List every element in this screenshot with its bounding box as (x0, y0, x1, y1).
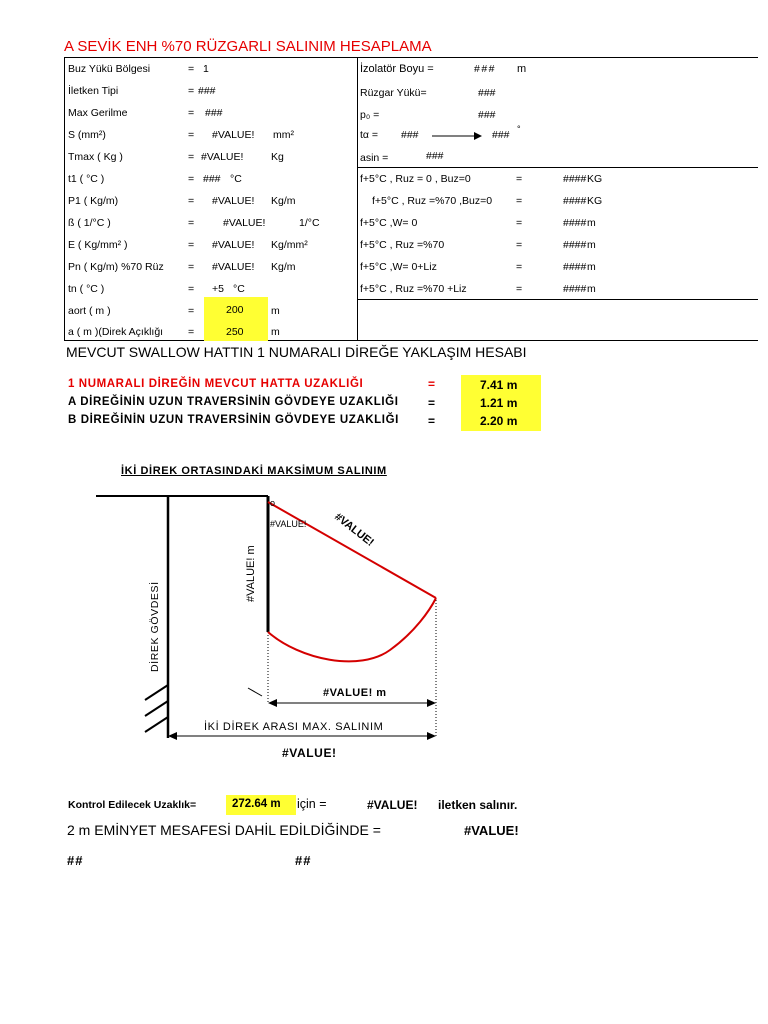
ta-degree: ° (517, 124, 521, 134)
horizontal-value-label: #VALUE! m (323, 687, 387, 699)
param-value: 250 (226, 326, 244, 338)
asin-value: ### (426, 150, 444, 162)
param-unit: m (271, 305, 280, 317)
kontrol-icin: için = (297, 797, 327, 811)
force-unit: KG (587, 195, 603, 207)
param-label: P1 ( Kg/m) (68, 195, 119, 207)
force-label: f+5°C , Ruz =%70 +Liz (360, 283, 467, 295)
ground-hatch-icon (145, 685, 168, 732)
pole-label: DİREK GÖVDESİ (149, 581, 161, 672)
force-unit: m (587, 261, 596, 273)
force-eq: = (516, 239, 523, 251)
emniyet-value: #VALUE! (464, 823, 519, 838)
span-label: İKİ DİREK ARASI MAX. SALINIM (204, 721, 384, 733)
param-eq: = (188, 195, 195, 207)
param-eq: = (188, 173, 195, 185)
tick-mark (248, 688, 262, 696)
arrow-left-icon (168, 732, 177, 740)
param-eq: = (188, 283, 195, 295)
param-eq: = (188, 326, 195, 338)
force-value: #### (563, 173, 587, 185)
param-eq: = (188, 107, 195, 119)
kontrol-suffix: iletken salınır. (438, 798, 518, 812)
param-label: Buz Yükü Bölgesi (68, 63, 151, 75)
force-value: #### (563, 261, 587, 273)
param-eq: = (188, 261, 195, 273)
param-label: ß ( 1/°C ) (68, 217, 111, 229)
force-label: f+5°C , Ruz =%70 (360, 239, 445, 251)
param-value: ### (203, 173, 221, 185)
force-eq: = (516, 283, 523, 295)
page-title: A SEVİK ENH %70 RÜZGARLI SALINIM HESAPLAMA (64, 38, 432, 55)
param-eq: = (188, 85, 195, 97)
force-unit: m (587, 217, 596, 229)
ta-value-2: ### (492, 129, 510, 141)
param-eq: = (188, 217, 195, 229)
mevcut-section-title: MEVCUT SWALLOW HATTIN 1 NUMARALI DİREĞE YAKLAŞIM HESABI (66, 344, 527, 360)
ruzgar-label: Rüzgar Yükü= (360, 87, 427, 99)
param-value: #VALUE! (212, 239, 255, 251)
param-eq: = (188, 305, 195, 317)
force-unit: KG (587, 173, 603, 185)
small-o-label: o (270, 498, 276, 508)
arrow-left-icon (268, 699, 277, 707)
distance-value-2: 1.21 m (480, 396, 518, 410)
param-label: İletken Tipi (68, 85, 119, 97)
ta-label: tα = (360, 129, 379, 141)
distance-eq-2: = (428, 396, 436, 410)
izolator-label: İzolatör Boyu = (360, 63, 434, 75)
param-label: Tmax ( Kg ) (68, 151, 123, 163)
footer-left: ## (67, 853, 84, 868)
param-value: #VALUE! (201, 151, 244, 163)
distance-value-1: 7.41 m (480, 378, 518, 392)
force-eq: = (516, 217, 523, 229)
kontrol-label: Kontrol Edilecek Uzaklık= (68, 799, 197, 811)
force-label: f+5°C , Ruz = 0 , Buz=0 (360, 173, 471, 185)
p0-label: p₀ = (360, 109, 380, 121)
param-value: ### (205, 107, 223, 119)
param-label: a ( m )(Direk Açıklığı (68, 326, 164, 338)
param-eq: = (188, 239, 195, 251)
force-eq: = (516, 195, 523, 207)
param-value: 1 (203, 63, 209, 75)
param-unit: m (271, 326, 280, 338)
kontrol-result: #VALUE! (367, 798, 418, 812)
force-value: #### (563, 283, 587, 295)
param-value: #VALUE! (212, 195, 255, 207)
distance-label-3: B DİREĞİNİN UZUN TRAVERSİNİN GÖVDEYE UZAKLIĞI (68, 414, 399, 426)
distance-value-3: 2.20 m (480, 414, 518, 428)
param-value: #VALUE! (223, 217, 266, 229)
param-unit: 1/°C (299, 217, 320, 229)
distance-label-2: A DİREĞİNİN UZUN TRAVERSİNİN GÖVDEYE UZAKLIĞI (68, 396, 399, 408)
param-unit: Kg/m (271, 195, 296, 207)
ruzgar-value: ### (478, 87, 496, 99)
emniyet-label: 2 m EMİNYET MESAFESİ DAHİL EDİLDİĞİNDE = (67, 822, 381, 838)
force-label: f+5°C , Ruz =%70 ,Buz=0 (372, 195, 493, 207)
small-value-label: #VALUE! (270, 519, 307, 529)
param-label: S (mm²) (68, 129, 106, 141)
asin-label: asin = (360, 152, 389, 164)
param-unit: Kg/m (271, 261, 296, 273)
swing-diagonal-line (268, 502, 436, 598)
force-value: #### (563, 239, 587, 251)
param-label: t1 ( °C ) (68, 173, 105, 185)
param-label: E ( Kg/mm² ) (68, 239, 128, 251)
param-label: tn ( °C ) (68, 283, 105, 295)
param-label: aort ( m ) (68, 305, 111, 317)
distance-label-1: 1 NUMARALI DİREĞİN MEVCUT HATTA UZAKLIĞI (68, 378, 364, 390)
ta-value-1: ### (401, 129, 419, 141)
param-value: #VALUE! (212, 261, 255, 273)
distance-eq-1: = (428, 377, 436, 391)
kontrol-value: 272.64 m (232, 798, 281, 810)
diagonal-value-label: #VALUE! (332, 510, 376, 549)
izolator-unit: m (517, 63, 527, 75)
distance-eq-3: = (428, 414, 436, 428)
footer-right: ## (295, 853, 312, 868)
param-unit: Kg/mm² (271, 239, 308, 251)
sag-curve (268, 598, 436, 661)
param-unit: °C (233, 283, 245, 295)
force-value: #### (563, 195, 587, 207)
param-unit: Kg (271, 151, 284, 163)
param-label: Max Gerilme (68, 107, 128, 119)
param-value: +5 (212, 283, 224, 295)
force-eq: = (516, 261, 523, 273)
param-eq: = (188, 63, 195, 75)
force-label: f+5°C ,W= 0 (360, 217, 418, 229)
vertical-value-label: #VALUE! m (245, 545, 257, 602)
param-value: 200 (226, 304, 244, 316)
arrow-right-icon (427, 732, 436, 740)
param-unit: °C (230, 173, 242, 185)
arrow-right-icon (427, 699, 436, 707)
param-value: #VALUE! (212, 129, 255, 141)
force-unit: m (587, 239, 596, 251)
force-unit: m (587, 283, 596, 295)
param-value: ### (198, 85, 216, 97)
force-eq: = (516, 173, 523, 185)
param-label: Pn ( Kg/m) %70 Rüz (68, 261, 164, 273)
diagram-title: İKİ DİREK ORTASINDAKİ MAKSİMUM SALINIM (121, 465, 387, 477)
force-label: f+5°C ,W= 0+Liz (360, 261, 437, 273)
p0-value: ### (478, 109, 496, 121)
param-unit: mm² (273, 129, 294, 141)
force-value: #### (563, 217, 587, 229)
param-eq: = (188, 129, 195, 141)
izolator-value: ### (474, 63, 497, 75)
span-value: #VALUE! (282, 746, 337, 760)
param-eq: = (188, 151, 195, 163)
